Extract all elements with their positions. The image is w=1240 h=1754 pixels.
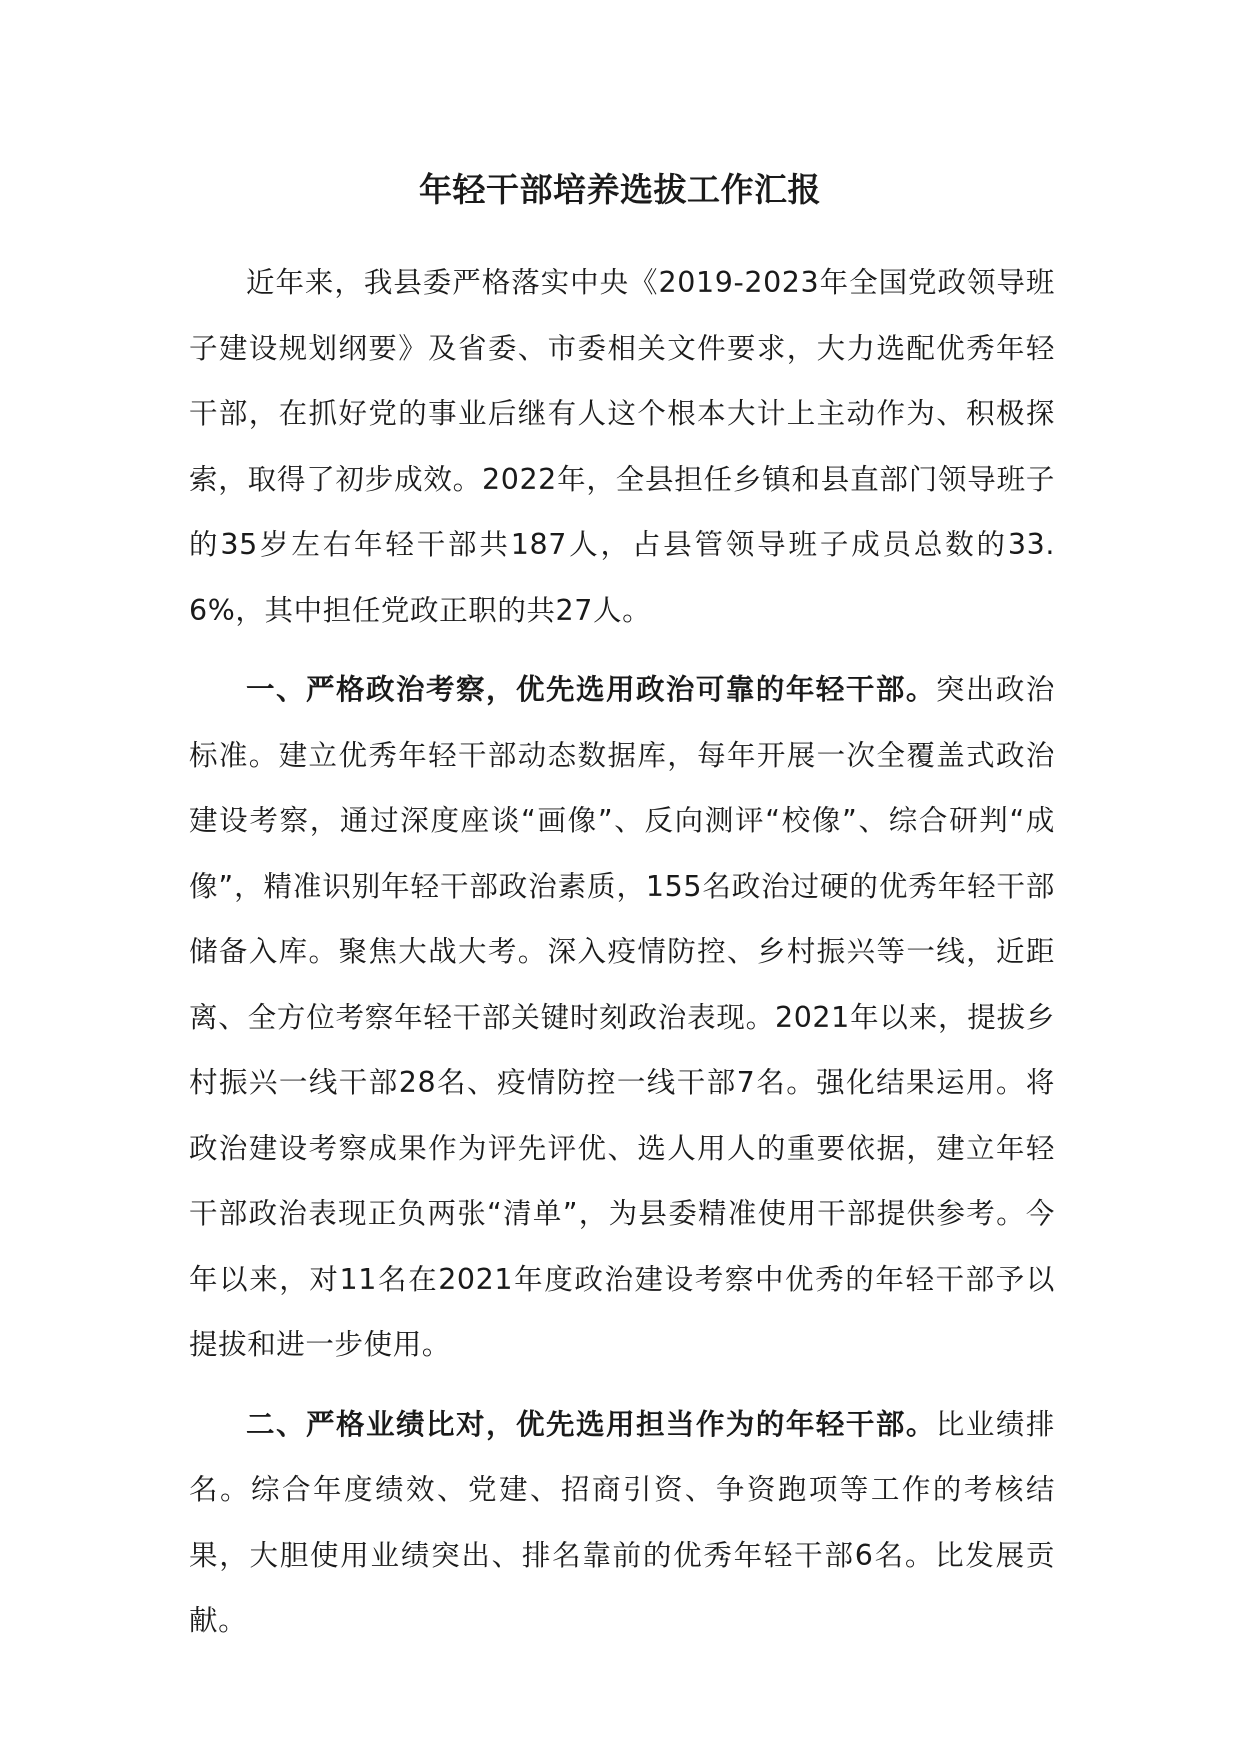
section-text-2: 比业绩排名。综合年度绩效、党建、招商引资、争资跑项等工作的考核结果，大胆使用业绩突出、排名靠前的优秀年轻干部6名。比发展贡献。: [189, 1407, 1055, 1637]
section-heading-1: 一、严格政治考察，优先选用政治可靠的年轻干部。: [246, 673, 936, 706]
section-heading-2: 二、严格业绩比对，优先选用担当作为的年轻干部。: [246, 1407, 936, 1441]
document-body: [189, 250, 1055, 1668]
intro-paragraph: 近年来，我县委严格落实中央《2019-2023年全国党政领导班子建设规划纲要》及省委、市委相关文件要求，大力选配优秀年轻干部，在抓好党的事业后继有人这个根本大计上主动作为、积极探索，取得了初步成效。2022年，全县担任乡镇和县直部门领导班子的35岁左右年轻干部共187人，占县管领导班子成员总数的33.6%，其中担任党政正职的共27人。: [189, 266, 1055, 627]
section-text-1: 突出政治标准。建立优秀年轻干部动态数据库，每年开展一次全覆盖式政治建设考察，通过深度座谈“画像”、反向测评“校像”、综合研判“成像”，精准识别年轻干部政治素质，155名政治过硬的优秀年轻干部储备入库。聚焦大战大考。深入疫情防控、乡村振兴等一线，近距离、全方位考察年轻干部关键时刻政治表现。2021年以来，提拔乡村振兴一线干部28名、疫情防控一线干部7名。强化结果运用。将政治建设考察成果作为评先评优、选人用人的重要依据，建立年轻干部政治表现正负两张“清单”，为县委精准使用干部提供参考。今年以来，对11名在2021年度政治建设考察中优秀的年轻干部予以提拔和进一步使用。: [189, 673, 1055, 1361]
document-title: 年轻干部培养选拔工作汇报: [419, 170, 821, 209]
section-paragraph-2: [189, 1392, 1055, 1654]
section-paragraph-1: [189, 657, 1055, 1378]
